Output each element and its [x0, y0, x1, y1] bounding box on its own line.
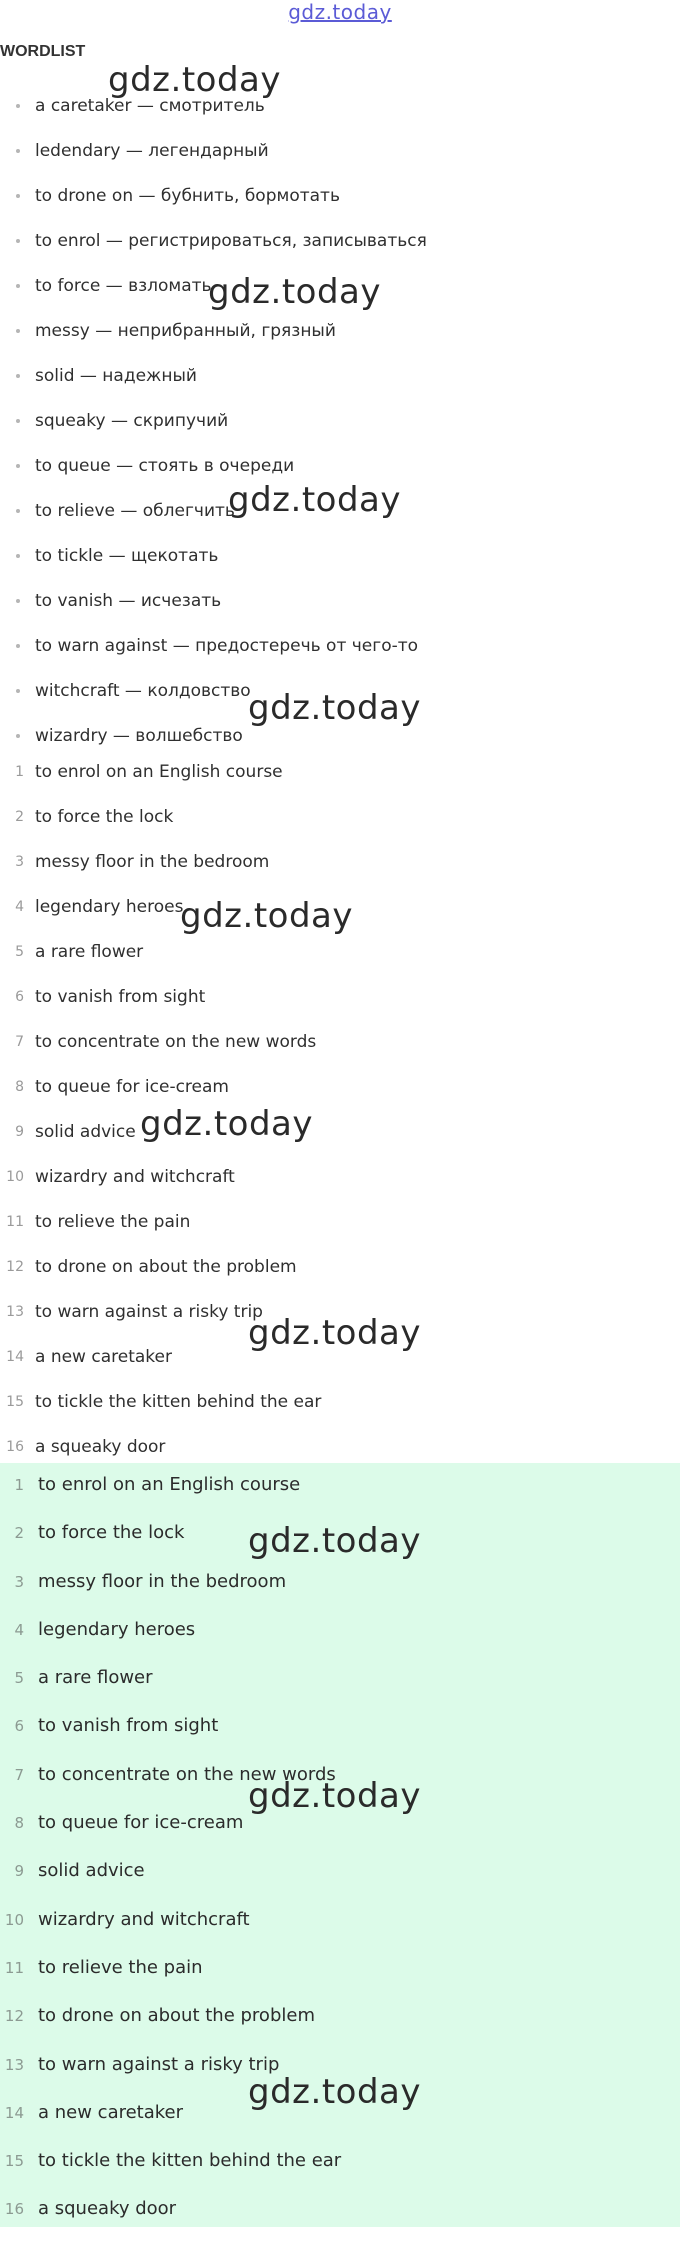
answer-number: 4 — [14, 1620, 24, 1639]
answer-number: 15 — [4, 2152, 24, 2171]
answer-number: 16 — [4, 2200, 24, 2219]
phrase-text: to queue for ice-cream — [35, 1077, 229, 1097]
answer-item — [0, 1952, 680, 2000]
answer-text: to tickle the kitten behind the ear — [38, 2150, 342, 2172]
answer-text: solid advice — [38, 1860, 145, 1882]
vocabulary-item — [0, 317, 680, 362]
vocabulary-text: to warn against — предостеречь от чего-то — [35, 636, 419, 656]
bullet-icon — [16, 239, 20, 243]
bullet-icon — [16, 329, 20, 333]
answer-item — [0, 2049, 680, 2097]
vocabulary-item — [0, 92, 680, 137]
answer-number: 8 — [14, 1814, 24, 1833]
answer-text: to concentrate on the new words — [38, 1763, 336, 1785]
watermark: gdz.today — [248, 1776, 421, 1816]
answer-list — [0, 1469, 680, 2242]
phrase-text: to force the lock — [35, 807, 174, 827]
phrase-text: solid advice — [35, 1122, 136, 1142]
vocabulary-text: to vanish — исчезать — [35, 591, 222, 611]
answer-number: 5 — [14, 1669, 24, 1688]
answer-text: to vanish from sight — [38, 1715, 219, 1737]
bullet-icon — [16, 644, 20, 648]
phrase-item — [0, 893, 680, 938]
bullet-icon — [16, 509, 20, 513]
answer-item — [0, 1517, 680, 1565]
answer-item — [0, 1904, 680, 1952]
phrase-text: to enrol on an English course — [35, 762, 283, 782]
phrase-number: 13 — [6, 1304, 24, 1320]
vocabulary-item — [0, 362, 680, 407]
answer-text: a new caretaker — [38, 2101, 184, 2123]
phrase-number: 3 — [15, 854, 24, 870]
answer-text: wizardry and witchcraft — [38, 1908, 250, 1930]
answer-item — [0, 1566, 680, 1614]
bullet-icon — [16, 599, 20, 603]
answer-number: 6 — [14, 1717, 24, 1736]
answer-panel — [0, 1463, 680, 2227]
watermark: gdz.today — [180, 896, 353, 936]
watermark: gdz.today — [208, 272, 381, 312]
vocabulary-item — [0, 677, 680, 722]
phrase-number: 10 — [6, 1169, 24, 1185]
answer-item — [0, 1807, 680, 1855]
watermark: gdz.today — [248, 1313, 421, 1353]
phrase-number: 6 — [15, 989, 24, 1005]
bullet-icon — [16, 194, 20, 198]
answer-number: 12 — [4, 2007, 24, 2026]
bullet-icon — [16, 284, 20, 288]
phrase-item — [0, 1208, 680, 1253]
phrase-number: 15 — [6, 1394, 24, 1410]
phrase-item — [0, 1388, 680, 1433]
watermark: gdz.today — [108, 60, 281, 100]
answer-number: 13 — [4, 2055, 24, 2074]
phrase-text: a rare flower — [35, 942, 144, 962]
phrase-text: to drone on about the problem — [35, 1257, 297, 1277]
vocabulary-text: witchcraft — колдовство — [35, 681, 251, 701]
phrase-text: to warn against a risky trip — [35, 1302, 263, 1322]
phrase-item — [0, 1028, 680, 1073]
phrase-item — [0, 1163, 680, 1208]
answer-number: 7 — [14, 1765, 24, 1784]
answer-number: 11 — [4, 1958, 24, 1977]
answer-number: 14 — [4, 2103, 24, 2122]
phrase-item — [0, 1343, 680, 1388]
vocabulary-text: a caretaker — смотритель — [35, 96, 265, 116]
phrase-text: to relieve the pain — [35, 1212, 191, 1232]
phrase-item — [0, 758, 680, 803]
answer-number: 9 — [14, 1862, 24, 1881]
phrase-number: 2 — [15, 809, 24, 825]
vocabulary-item — [0, 182, 680, 227]
phrase-text: to vanish from sight — [35, 987, 206, 1007]
bullet-icon — [16, 464, 20, 468]
phrase-number: 5 — [15, 944, 24, 960]
answer-number: 3 — [14, 1572, 24, 1591]
answer-text: to force the lock — [38, 1522, 185, 1544]
answer-number: 2 — [14, 1524, 24, 1543]
phrase-item — [0, 983, 680, 1028]
phrase-number: 8 — [15, 1079, 24, 1095]
bullet-icon — [16, 689, 20, 693]
vocabulary-item — [0, 587, 680, 632]
bullet-icon — [16, 734, 20, 738]
phrase-number: 9 — [15, 1124, 24, 1140]
answer-item — [0, 1759, 680, 1807]
answer-text: legendary heroes — [38, 1618, 196, 1640]
vocabulary-text: to tickle — щекотать — [35, 546, 219, 566]
vocabulary-item — [0, 452, 680, 497]
vocabulary-item — [0, 137, 680, 182]
bullet-icon — [16, 149, 20, 153]
phrase-text: to concentrate on the new words — [35, 1032, 317, 1052]
answer-item — [0, 2193, 680, 2241]
phrase-number: 7 — [15, 1034, 24, 1050]
vocabulary-item — [0, 272, 680, 317]
phrase-text: a squeaky door — [35, 1437, 166, 1457]
answer-item — [0, 2097, 680, 2145]
bullet-icon — [16, 374, 20, 378]
vocabulary-item — [0, 227, 680, 272]
vocabulary-text: solid — надежный — [35, 366, 197, 386]
answer-item — [0, 1855, 680, 1903]
phrase-item — [0, 1253, 680, 1298]
watermark: gdz.today — [140, 1104, 313, 1144]
vocabulary-text: ledendary — легендарный — [35, 141, 269, 161]
vocabulary-text: messy — неприбранный, грязный — [35, 321, 336, 341]
phrase-item — [0, 1118, 680, 1163]
vocabulary-text: to enrol — регистрироваться, записываться — [35, 231, 427, 251]
phrase-number: 1 — [15, 764, 24, 780]
phrase-text: a new caretaker — [35, 1347, 172, 1367]
answer-text: to drone on about the problem — [38, 2005, 315, 2027]
answer-text: to relieve the pain — [38, 1956, 203, 1978]
vocabulary-text: wizardry — волшебство — [35, 726, 243, 746]
phrase-number: 14 — [6, 1349, 24, 1365]
answer-item — [0, 1614, 680, 1662]
vocabulary-text: to queue — стоять в очереди — [35, 456, 295, 476]
answer-item — [0, 2000, 680, 2048]
phrase-list — [0, 758, 680, 1478]
wordlist-heading: WORDLIST — [0, 43, 86, 60]
answer-text: to enrol on an English course — [38, 1474, 301, 1495]
answer-text: messy floor in the bedroom — [38, 1570, 287, 1592]
phrase-item — [0, 848, 680, 893]
vocabulary-text: to force — взломать — [35, 276, 212, 296]
answer-number: 10 — [4, 1910, 24, 1929]
answer-item — [0, 1469, 680, 1517]
vocabulary-item — [0, 542, 680, 587]
bullet-icon — [16, 554, 20, 558]
phrase-text: messy floor in the bedroom — [35, 852, 270, 872]
vocabulary-text: squeaky — скрипучий — [35, 411, 229, 431]
answer-text: to warn against a risky trip — [38, 2053, 280, 2075]
phrase-number: 16 — [6, 1439, 24, 1455]
answer-item — [0, 2145, 680, 2193]
bullet-icon — [16, 104, 20, 108]
phrase-item — [0, 1298, 680, 1343]
watermark: gdz.today — [248, 2072, 421, 2112]
phrase-item — [0, 938, 680, 983]
phrase-number: 4 — [15, 899, 24, 915]
answer-item — [0, 1710, 680, 1758]
vocabulary-item — [0, 407, 680, 452]
vocabulary-item — [0, 497, 680, 542]
watermark: gdz.today — [248, 1521, 421, 1561]
watermark: gdz.today — [228, 480, 401, 520]
phrase-item — [0, 1073, 680, 1118]
phrase-number: 12 — [6, 1259, 24, 1275]
phrase-item — [0, 803, 680, 848]
answer-text: a squeaky door — [38, 2198, 177, 2220]
site-logo[interactable]: gdz.today — [288, 0, 392, 24]
answer-text: to queue for ice-cream — [38, 1812, 244, 1834]
vocabulary-text: to drone on — бубнить, бормотать — [35, 186, 340, 206]
answer-text: a rare flower — [38, 1667, 153, 1689]
watermark: gdz.today — [248, 688, 421, 728]
answer-item — [0, 1662, 680, 1710]
phrase-number: 11 — [6, 1214, 24, 1230]
phrase-text: wizardry and witchcraft — [35, 1167, 235, 1187]
phrase-text: legendary heroes — [35, 897, 184, 917]
vocabulary-text: to relieve — облегчить — [35, 501, 235, 521]
vocabulary-list — [0, 92, 680, 767]
bullet-icon — [16, 419, 20, 423]
answer-number: 1 — [14, 1476, 24, 1494]
vocabulary-item — [0, 632, 680, 677]
phrase-text: to tickle the kitten behind the ear — [35, 1392, 322, 1412]
